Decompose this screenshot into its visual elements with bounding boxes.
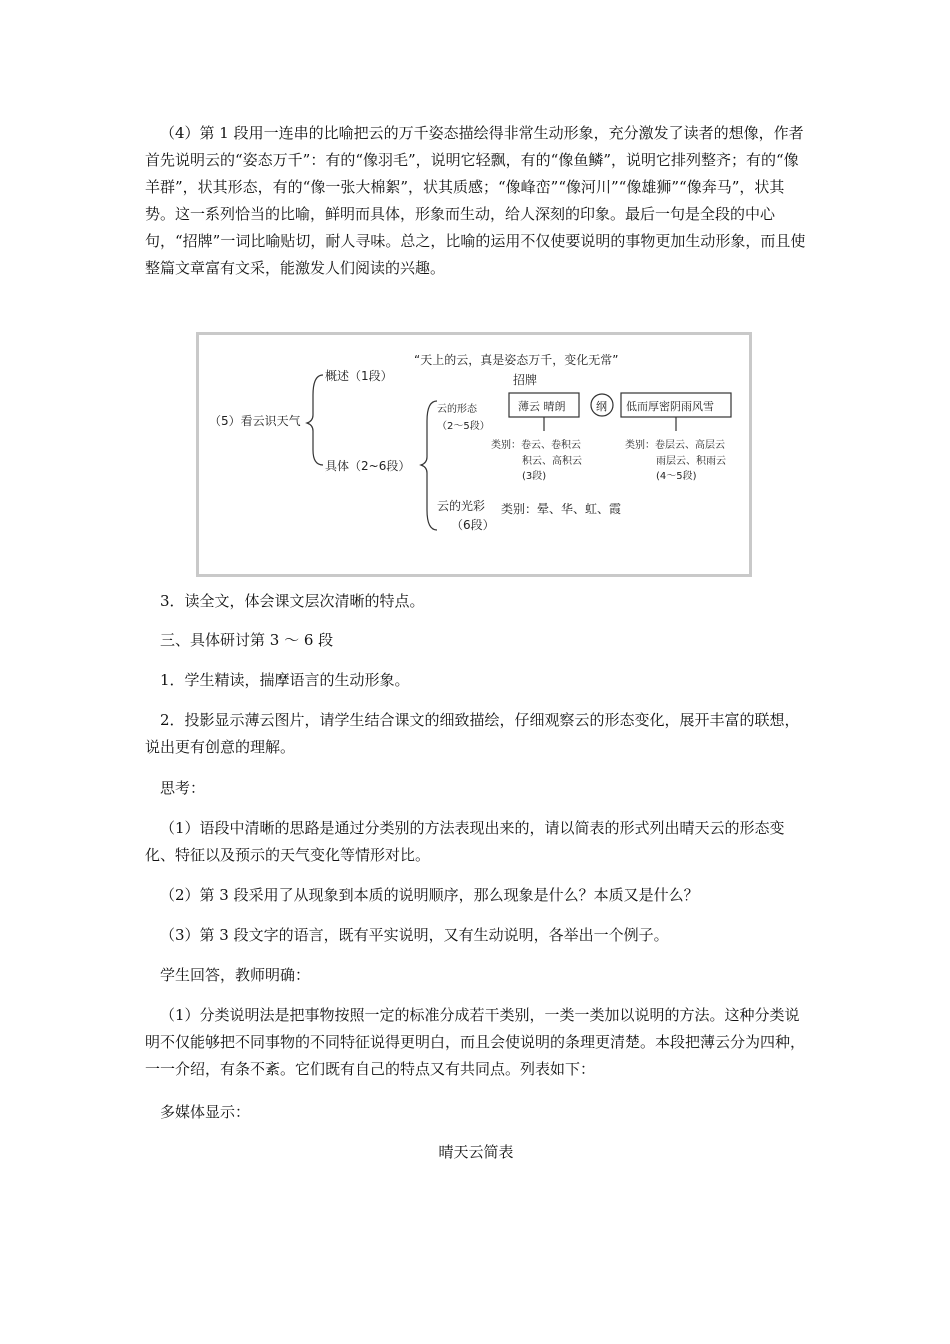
diagram-quote: “天上的云，真是姿态万千，变化无常” bbox=[414, 353, 619, 367]
detail-brace bbox=[421, 401, 437, 530]
paragraph-4: （4）第 1 段用一连串的比喻把云的万千姿态描绘得非常生动形象，充分激发了读者的想像，作者首先说明云的“姿态万千”：有的“像羽毛”，说明它轻飘，有的“像鱼鳞”，说明它排列整齐；有的“像羊群”，状其形态，有的“像一张大棉絮”，状其质感；“像峰峦”“像河川”“像雄狮”“像奔马”，状其势。这一系列恰当的比喻，鲜明而具体，形象而生动，给人深刻的印象。最后一句是全段的中心句，“招牌”一词比喻贴切，耐人寻味。总之，比喻的运用不仅使要说明的事物更加生动形象，而且使整篇文章富有文采，能激发人们阅读的兴趣。 bbox=[145, 124, 806, 277]
shape-label: 云的形态 bbox=[437, 404, 477, 415]
glow-range: （6段） bbox=[451, 518, 495, 532]
answer-intro: 学生回答，教师明确： bbox=[160, 966, 311, 984]
left-types-3: (3段) bbox=[522, 471, 547, 482]
box-left-text: 薄云 晴朗 bbox=[518, 400, 566, 413]
diagram-canvas bbox=[199, 335, 749, 574]
left-types-1: 类别：卷云、卷积云 bbox=[491, 440, 581, 451]
right-types-3: (4～5段) bbox=[656, 471, 697, 482]
diagram-overview: 概述（1段） bbox=[325, 369, 393, 383]
structure-diagram bbox=[196, 332, 752, 577]
think-label: 思考： bbox=[160, 779, 206, 797]
diagram-root: （5）看云识天气 bbox=[209, 414, 301, 428]
shape-range: （2～5段） bbox=[437, 421, 490, 432]
media-label: 多媒体显示： bbox=[160, 1103, 251, 1121]
right-types-1: 类别：卷层云、高层云 bbox=[625, 440, 725, 451]
root-brace bbox=[307, 375, 323, 465]
step-1: 1．学生精读，揣摩语言的生动形象。 bbox=[160, 671, 410, 689]
question-2: （2）第 3 段采用了从现象到本质的说明顺序，那么现象是什么？本质又是什么？ bbox=[160, 886, 699, 904]
step-3: 3．读全文，体会课文层次清晰的特点。 bbox=[160, 592, 425, 610]
table-title: 晴天云简表 bbox=[438, 1143, 514, 1161]
left-types-2: 积云、高积云 bbox=[522, 456, 582, 467]
diagram-detail: 具体（2~6段） bbox=[325, 459, 411, 473]
question-1: （1）语段中清晰的思路是通过分类别的方法表现出来的，请以简表的形式列出晴天云的形态变化、特征以及预示的天气变化等情形对比。 bbox=[145, 819, 785, 864]
right-types-2: 雨层云、积雨云 bbox=[656, 456, 726, 467]
answer-1: （1）分类说明法是把事物按照一定的标准分成若干类别，一类一类加以说明的方法。这种分类说明不仅能够把不同事物的不同特征说得更明白，而且会使说明的条理更清楚。本段把薄云分为四种，一一介绍，有条不紊。它们既有自己的特点又有共同点。列表如下： bbox=[145, 1006, 806, 1078]
signboard-label: 招牌 bbox=[513, 373, 538, 387]
section-3-heading: 三、具体研讨第 3 ～ 6 段 bbox=[160, 631, 334, 649]
step-2: 2．投影显示薄云图片，请学生结合课文的细致描绘，仔细观察云的形态变化，展开丰富的联想，说出更有创意的理解。 bbox=[145, 711, 800, 756]
box-right-text: 低而厚密阴雨风雪 bbox=[626, 400, 714, 413]
glow-label: 云的光彩 bbox=[437, 499, 486, 513]
glow-types: 类别：晕、华、虹、霞 bbox=[501, 502, 622, 516]
circle-text: 纲 bbox=[596, 400, 607, 413]
question-3: （3）第 3 段文字的语言，既有平实说明，又有生动说明，各举出一个例子。 bbox=[160, 926, 669, 944]
